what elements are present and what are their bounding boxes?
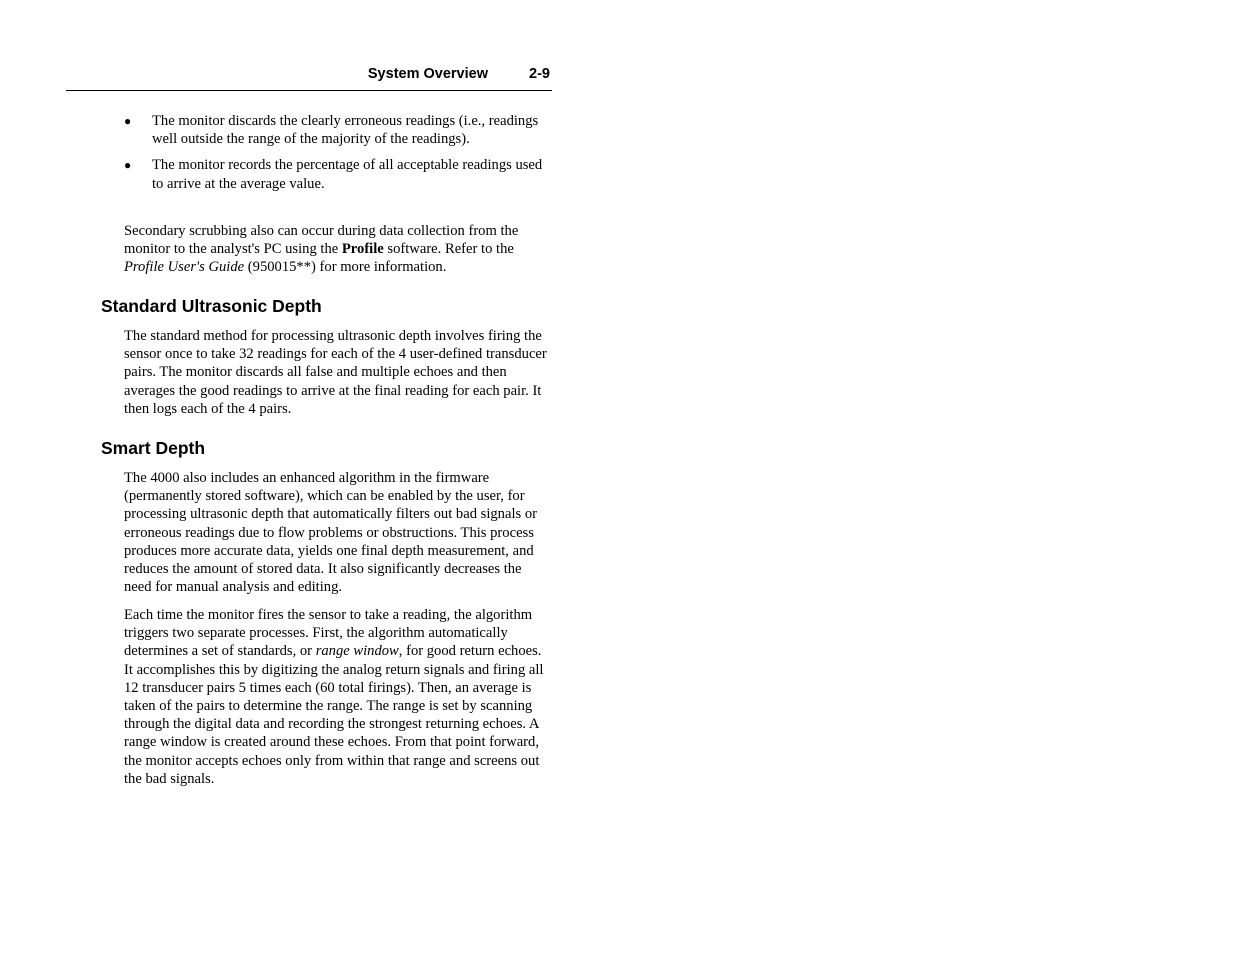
range-window-term: range window bbox=[315, 643, 399, 660]
profile-term: Profile bbox=[341, 241, 384, 258]
scrubbing-paragraph: Secondary scrubbing also can occur during data collection from the monitor to the analyst's PC using the Profile software. Refer to the Profile User's Guide (950015**) for more information. bbox=[124, 223, 519, 276]
guide-title: Profile User's Guide bbox=[124, 259, 245, 276]
bullet-list bbox=[124, 112, 544, 201]
header-title: System Overview bbox=[367, 66, 488, 82]
page-header bbox=[66, 64, 552, 91]
list-item bbox=[124, 156, 544, 192]
standard-depth-paragraph: The standard method for processing ultrasonic depth involves firing the sensor once to take 32 readings for each of the 4 user-defined transducer pairs. The monitor discards all false and multiple echoes and then averages the good readings to arrive at the final reading for each pair. It then logs each of the 4 pairs. bbox=[124, 328, 547, 417]
page-number: 2-9 bbox=[529, 66, 550, 82]
list-item bbox=[124, 112, 544, 148]
section-heading-smart: Smart Depth bbox=[101, 438, 206, 458]
bullet-icon: ● bbox=[124, 114, 132, 128]
smart-depth-paragraph-1: The 4000 also includes an enhanced algorithm in the firmware (permanently stored software), which can be enabled by the user, for processing ultrasonic depth that automatically filters out bad signals or erroneous readings due to flow problems or obstructions. This process produces more accurate data, yields one final depth measurement, and reduces the amount of stored data. It also significantly decreases the need for manual analysis and editing. bbox=[124, 470, 537, 596]
list-item-text: The monitor records the percentage of all acceptable readings used to arrive at the average value. bbox=[152, 157, 543, 192]
bullet-icon: ● bbox=[124, 158, 132, 173]
smart-depth-paragraph-2: Each time the monitor fires the sensor to take a reading, the algorithm triggers two separate processes. First, the algorithm automatically determines a set of standards, or range window, for good return echoes. It accomplishes this by digitizing the analog return signals and firing all 12 transducer pairs 5 times each (60 total firings). Then, an average is taken of the pairs to determine the range. The range is set by scanning through the digital data and recording the strongest returning echoes. A range window is created around these echoes. From that point forward, the monitor accepts echoes only from within that range and screens out the bad signals. bbox=[124, 607, 544, 787]
list-item-text: The monitor discards the clearly erroneous readings (i.e., readings well outside the range of the majority of the readings). bbox=[152, 113, 539, 148]
section-heading-standard: Standard Ultrasonic Depth bbox=[101, 296, 322, 316]
